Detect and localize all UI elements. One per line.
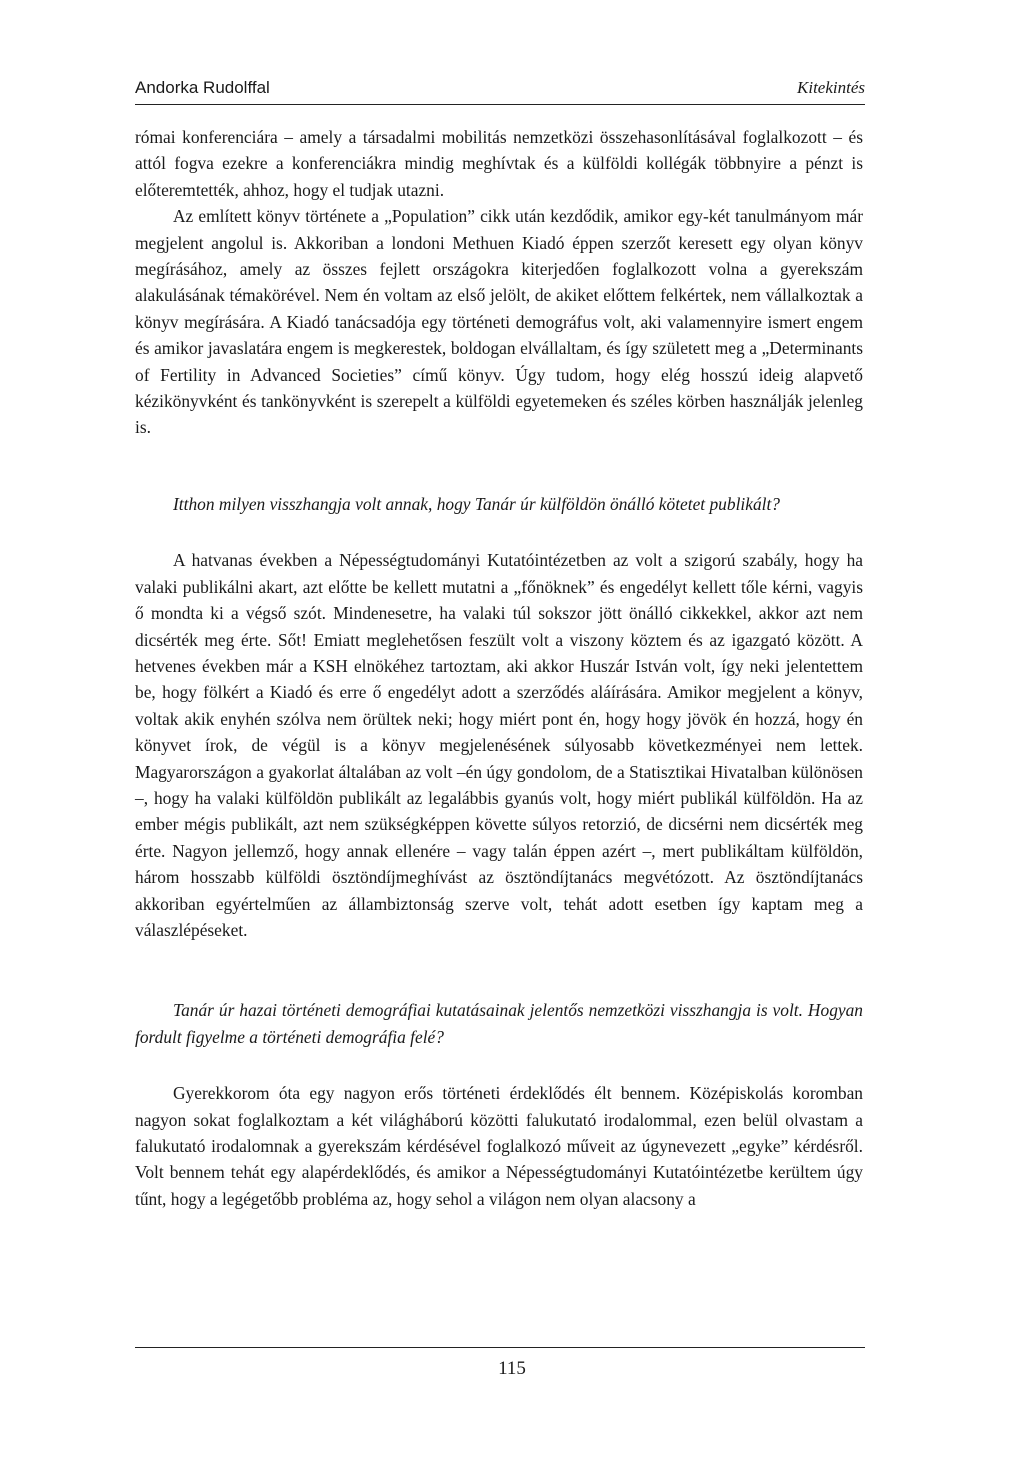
spacer bbox=[135, 441, 863, 491]
paragraph-continuation: római konferenciára – amely a társadalmi mobilitás nemzetközi összehasonlításával foglalkozott – és attól fogva ezekre a konferenciákra mindig meghívtak és a külföldi kollégák többnyire a pénzt is előteremtették, ahhoz, hogy el tudjak utazni. bbox=[135, 127, 863, 200]
header-author: Andorka Rudolffal bbox=[135, 78, 270, 97]
running-header bbox=[135, 76, 865, 105]
spacer bbox=[135, 517, 863, 547]
answer-paragraph-1: A hatvanas években a Népességtudományi Kutatóintézetben az volt a szigorú szabály, hogy ha valaki publikálni akart, azt előtte be kellett mutatni a „főnöknek” és engedélyt kellett tőle kérni, vagyis ő mondta ki a végső szót. Mindenesetre, ha valaki túl sokszor jött önálló cikkekkel, akkor azt nem dicsérték meg érte. Sőt! Emiatt meglehetősen feszült volt a viszony köztem és az igazgató között. A hetvenes években már a KSH elnökéhez tartoztam, aki akkor Huszár István volt, így neki jelentettem be, hogy fölkért a Kiadó és erre ő engedélyt adott a szerződés aláírására. Amikor megjelent a könyv, voltak akik enyhén szólva nem örültek neki; hogy miért pont én, hogy hogy jövök én hozzá, hogy én könyvet írok, de végül is a könyv megjelenésének súlyosabb következményei nem lettek. Magyarországon a gyakorlat általában az volt –én úgy gondolom, de a Statisztikai Hivatalban különösen –, hogy ha valaki külföldön publikált az legalábbis gyanús volt, hogy miért publikál külföldön. Ha az ember mégis publikált, azt nem szükségképpen követte súlyos retorzió, de dicsérni nem dicsérték meg érte. Nagyon jellemző, hogy annak ellenére – vagy talán éppen azért –, mert publikáltam külföldön, három hosszabb külföldi ösztöndíjmeghívást az ösztöndíjtanács megvétózott. Az ösztöndíjtanács akkoriban egyértelműen az állambiztonság szerve volt, tehát adott esetben így kaptam meg a válaszlépéseket. bbox=[135, 550, 863, 940]
paragraph-book-history: Az említett könyv története a „Population” cikk után kezdődik, amikor egy-két tanulmányom már megjelent angolul is. Akkoriban a londoni Methuen Kiadó éppen szerzőt keresett egy olyan könyv megírásához, amely az összes fejlett országokra kiterjedően foglalkozott volna a gyerekszám alakulásának témakörével. Nem én voltam az első jelölt, de akiket előttem felkértek, nem vállalkoztak a könyv megírására. A Kiadó tanácsadója egy történeti demográfus volt, aki valamennyire ismert engem és amikor javaslatára engem is megkerestek, boldogan elvállaltam, és így született meg a „Determinants of Fertility in Advanced Societies” című könyv. Úgy tudom, hogy elég hosszú ideig alapvető kézikönyvként és tankönyvként is szerepelt a külföldi egyetemeken és széles körben használják jelenleg is. bbox=[135, 206, 863, 438]
interview-question-1: Itthon milyen visszhangja volt annak, hogy Tanár úr külföldön önálló kötetet publikált? bbox=[173, 493, 781, 514]
article-body bbox=[135, 124, 863, 1212]
answer-paragraph-2: Gyerekkorom óta egy nagyon erős történeti érdeklődés élt bennem. Középiskolás koromban nagyon sokat foglalkoztam a két világháború közötti falukutató irodalommal, ezen belül olvastam a falukutató irodalomnak a gyerekszám kérdésével foglalkozó műveit az úgynevezett „egyke” kérdésről. Volt bennem tehát egy alapérdeklődés, és amikor a Népességtudományi Kutatóintézetbe kerültem úgy tűnt, hogy a legégetőbb probléma az, hogy sehol a világon nem olyan alacsony a bbox=[135, 1083, 863, 1209]
spacer bbox=[135, 1050, 863, 1080]
spacer bbox=[135, 943, 863, 997]
footer-rule bbox=[135, 1347, 865, 1348]
header-section-title: Kitekintés bbox=[797, 78, 865, 97]
page-number: 115 bbox=[498, 1358, 526, 1379]
interview-question-2: Tanár úr hazai történeti demográfiai kutatásainak jelentős nemzetközi visszhangja is volt. Hogyan fordult figyelme a történeti demográfia felé? bbox=[135, 1000, 863, 1047]
